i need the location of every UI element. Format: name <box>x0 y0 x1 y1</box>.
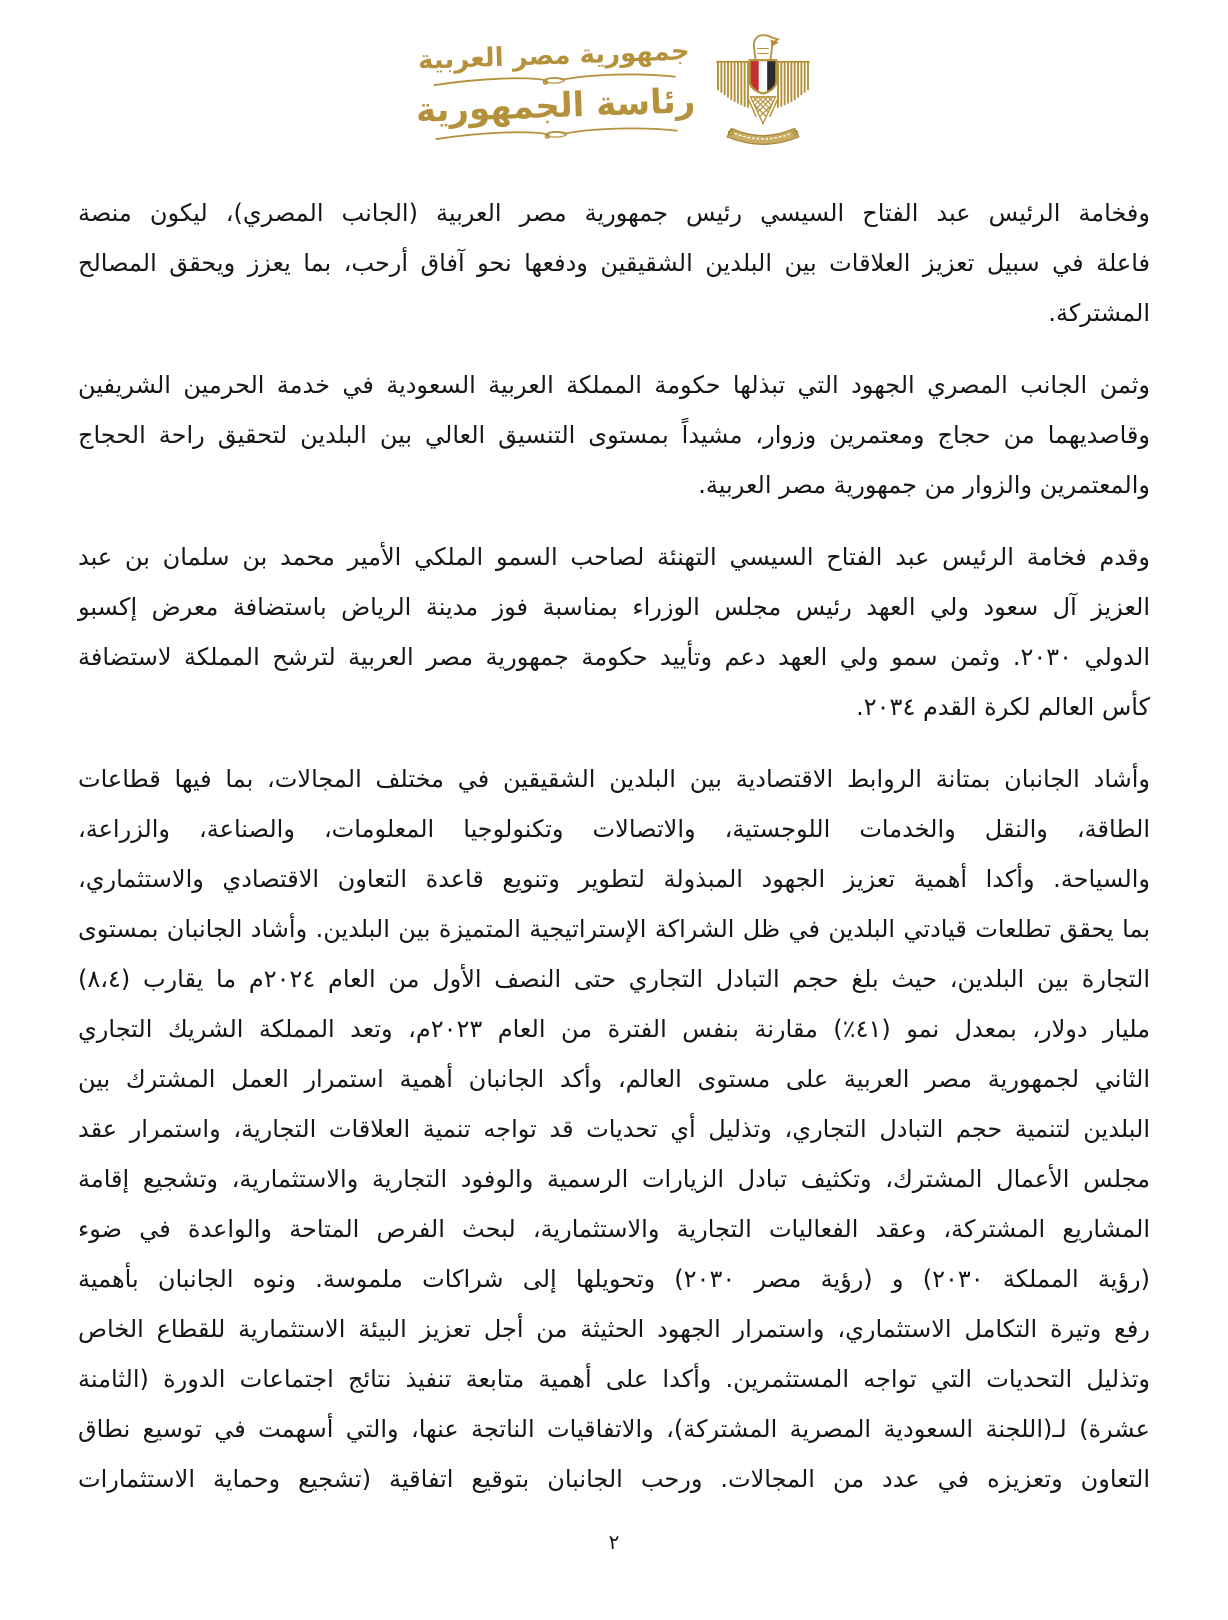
presidency-calligraphy <box>413 37 696 145</box>
text-line: وفخامة الرئيس عبد الفتاح السيسي رئيس جمهورية مصر العربية (الجانب المصري)، ليكون منصة <box>78 199 1150 227</box>
page-number: ٢ <box>608 1530 620 1554</box>
eagle-tail <box>746 95 779 125</box>
text-line: الدولي ٢٠٣٠. وثمن سمو ولي العهد دعم وتأييد حكومة جمهورية مصر العربية لترشح المملكة لاستضافة <box>78 643 1150 671</box>
text-line: التعاون وتعزيزه في عدد من المجالات. ورحب الجانبان بتوقيع اتفاقية (تشجيع وحماية الاستثمارات <box>78 1465 1150 1493</box>
text-line: (رؤية المملكة ٢٠٣٠) و (رؤية مصر ٢٠٣٠) وتحويلها إلى شراكات ملموسة. ونوه الجانبان بأهمية <box>78 1265 1150 1293</box>
text-line: كأس العالم لكرة القدم ٢٠٣٤. <box>856 693 1150 721</box>
paragraph <box>78 532 1150 732</box>
letterhead <box>0 30 1228 152</box>
paragraph <box>78 754 1150 1504</box>
text-line: البلدين لتنمية حجم التبادل التجاري، وتذليل أي تحديات قد تواجه تنمية العلاقات التجارية، واستمرار عقد <box>78 1115 1150 1143</box>
text-line: المشتركة. <box>1048 299 1150 327</box>
document-body <box>78 188 1150 1526</box>
text-line: عشرة) لـ(اللجنة السعودية المصرية المشتركة)، والاتفاقيات الناتجة عنها، والتي أسهمت في توسيع نطاق <box>78 1415 1150 1443</box>
paragraph <box>78 188 1150 338</box>
text-line: العزيز آل سعود ولي العهد رئيس مجلس الوزراء بمناسبة فوز مدينة الرياض باستضافة معرض إكسبو <box>78 593 1150 621</box>
org-name-line1: جمهورية مصر العربية <box>417 36 691 76</box>
text-line: الثاني لجمهورية مصر العربية على مستوى العالم، وأكد الجانبان أهمية استمرار العمل المشترك بين <box>78 1065 1150 1093</box>
text-line: وثمن الجانب المصري الجهود التي تبذلها حكومة المملكة العربية السعودية في خدمة الحرمين الشريفين <box>78 371 1150 399</box>
text-line: رفع وتيرة التكامل الاستثماري، واستمرار الجهود الحثيثة من أجل تعزيز البيئة الاستثمارية للقطاع الخاص <box>78 1315 1150 1343</box>
text-line: وقدم فخامة الرئيس عبد الفتاح السيسي التهنئة لصاحب السمو الملكي الأمير محمد بن سلمان بن عبد <box>78 543 1150 571</box>
text-line: وأشاد الجانبان بمتانة الروابط الاقتصادية بين البلدين الشقيقين في مختلف المجالات، بما فيها قطاعات <box>78 765 1150 793</box>
paragraph <box>78 360 1150 510</box>
text-line: وتذليل التحديات التي تواجه المستثمرين. وأكدا على أهمية متابعة تنفيذ نتائج اجتماعات الدورة (الثامنة <box>78 1365 1150 1393</box>
text-line: المشاريع المشتركة، وعقد الفعاليات التجارية والاستثمارية، لبحث الفرص المتاحة والواعدة في ضوء <box>78 1215 1150 1243</box>
eagle-of-saladin-icon <box>713 30 813 152</box>
text-line: الطاقة، والنقل والخدمات اللوجستية، والاتصالات وتكنولوجيا المعلومات، والصناعة، والزراعة، <box>78 815 1150 843</box>
text-line: مجلس الأعمال المشترك، وتكثيف تبادل الزيارات الرسمية والوفود التجارية والاستثمارية، وتشجيع إقامة <box>78 1165 1150 1193</box>
org-name-line2: رئاسة الجمهورية <box>415 81 696 131</box>
text-line: مليار دولار، بمعدل نمو (٤١٪) مقارنة بنفس الفترة من العام ٢٠٢٣م، وتعد المملكة الشريك التجاري <box>78 1015 1150 1043</box>
text-line: وقاصديهما من حجاج ومعتمرين وزوار، مشيداً بمستوى التنسيق العالي بين البلدين لتحقيق راحة الحجاج <box>78 421 1150 449</box>
text-line: والمعتمرين والزوار من جمهورية مصر العربية. <box>698 471 1150 499</box>
eagle-head <box>754 35 779 60</box>
text-line: فاعلة في سبيل تعزيز العلاقات بين البلدين الشقيقين ودفعها نحو آفاق أرحب، بما يعزز ويحقق المصالح <box>78 249 1150 277</box>
base-scroll <box>727 129 799 145</box>
text-line: التجارة بين البلدين، حيث بلغ حجم التبادل التجاري حتى النصف الأول من العام ٢٠٢٤م ما يقارب (٨،٤) <box>78 965 1150 993</box>
text-line: والسياحة. وأكدا أهمية تعزيز الجهود المبذولة لتطوير وتنويع قاعدة التعاون الاقتصادي والاستثماري، <box>78 865 1150 893</box>
text-line: بما يحقق تطلعات قيادتي البلدين في ظل الشراكة الإستراتيجية المتميزة بين البلدين. وأشاد الجانبان بمستوى <box>78 915 1150 943</box>
egypt-eagle-emblem <box>713 30 813 152</box>
